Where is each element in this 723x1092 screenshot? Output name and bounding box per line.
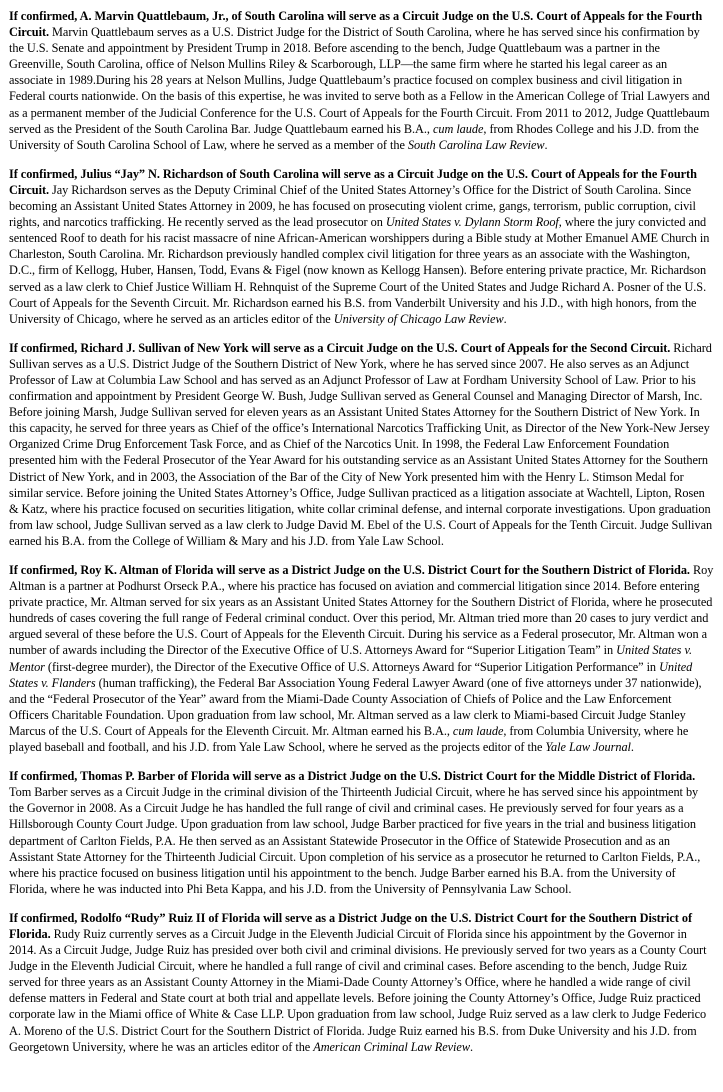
law-review-title: American Criminal Law Review xyxy=(313,1039,470,1054)
body-text: . xyxy=(503,311,507,326)
body-text: (human trafficking), the Federal Bar Association Young Federal Lawyer Award (one of five attorneys under 37 nationwide), and the “Federal Prosecutor of the Year” award from the Miami-Dade County Association of Chiefs of Police and the Law Enforcement Officers Charitable Foundation. Upon graduation from law school, Mr. Altman served as a law clerk to Miami-based Circuit Judge Stanley Marcus of the U.S. Court of Appeals for the Eleventh Circuit. Mr. Altman earned his B.A., xyxy=(9,675,702,738)
nominee-lead: If confirmed, A. Marvin Quattlebaum, Jr., of South Carolina will serve as a Circuit Judge on the U.S. Court of Appeals for the Fourth Circuit. xyxy=(9,9,703,40)
body-text: , from Rhodes College and his J.D. from the University of South Carolina School of Law, where he served as a member of the xyxy=(9,121,699,152)
nominee-lead: If confirmed, Richard J. Sullivan of New York will serve as a Circuit Judge on the U.S. Court of Appeals for the Second Circuit. xyxy=(9,340,671,355)
body-text: Jay Richardson serves as the Deputy Criminal Chief of the United States Attorney’s Office for the District of South Carolina. Since becoming an Assistant United States Attorney in 2009, he has focused on prosecuting violent crime, gangs, terrorism, public corruption, civil rights, and narcotics trafficking. He recently served as the lead prosecutor on xyxy=(9,182,696,230)
body-text: , where the jury convicted and sentenced Roof to death for his racist massacre of nine African-American worshippers during a Bible study at Mother Emanuel AME Church in Charleston, South Carolina. Mr. Richardson previously handled complex civil litigation for three years as an associate with the Washington, D.C., firm of Kellogg, Huber, Hansen, Todd, Evans & Figel (now known as Kellogg Hansen). Before entering private practice, Mr. Richardson served as a law clerk to Chief Justice William H. Rehnquist of the Supreme Court of the United States and Judge Richard A. Posner of the U.S. Court of Appeals for the Seventh Circuit. Mr. Richardson earned his B.S. from Vanderbilt University and his J.D., with high honors, from the University of Chicago, where he served as an articles editor of the xyxy=(9,215,710,326)
law-review-title: University of Chicago Law Review xyxy=(333,311,504,326)
law-review-title: Yale Law Journal xyxy=(545,740,631,755)
body-text: Marvin Quattlebaum serves as a U.S. District Judge for the District of South Carolina, where he has served since his confirmation by the U.S. Senate and appointment by President Trump in 2018. Before ascending to the bench, Judge Quattlebaum was a partner in the Greenville, South Carolina, office of Nelson Mullins Riley & Scarborough, LLP—the same firm where he started his legal career as an associate in 1989.During his 28 years at Nelson Mullins, Judge Quattlebaum’s practice focused on complex business and civil litigation in Federal courts nationwide. On the basis of this expertise, he was invited to serve both as a Fellow in the American College of Trial Lawyers and as a permanent member of the Judicial Conference for the U.S. Court of Appeals for the Fourth Circuit. From 2011 to 2012, Judge Quattlebaum served as the President of the South Carolina Bar. Judge Quattlebaum earned his B.A., xyxy=(9,25,710,136)
nominee-lead: If confirmed, Rodolfo “Rudy” Ruiz II of Florida will serve as a District Judge on the U.S. District Court for the Southern District of Florida. xyxy=(9,910,693,941)
case-name: United States v. Flanders xyxy=(9,659,693,690)
body-text: Tom Barber serves as a Circuit Judge in the criminal division of the Thirteenth Judicial Circuit, where he has served since his appointment by the Governor in 2008. As a Circuit Judge he has handled the full range of civil and criminal cases. He previously served for four years as a Hillsborough County Court Judge. Upon graduation from law school, Judge Barber practiced for five years in the trial and business litigation department of Carlton Fields, P.A. He then served as an Assistant Statewide Prosecutor in the Office of Statewide Prosecution and as an Assistant State Attorney for the Thirteenth Judicial Circuit. Upon completion of his service as a prosecutor he returned to Carlton Fields, P.A., where his practice focused on business litigation until his appointment to the bench. Judge Barber earned his B.A. from the University of Florida, where he was inducted into Phi Beta Kappa, and his J.D. from the University of Pennsylvania Law School. xyxy=(9,785,701,896)
nominee-paragraph-barber xyxy=(9,768,714,897)
body-text: . xyxy=(544,137,548,152)
body-text: Richard Sullivan serves as a U.S. District Judge of the Southern District of New York, where he has served since 2007. He also serves as an Adjunct Professor of Law at Columbia Law School and has served as an Adjunct Professor of Law at Fordham University School of Law. Prior to his confirmation and appointment by President George W. Bush, Judge Sullivan served as General Counsel and Managing Director of Marsh, Inc. Before joining Marsh, Judge Sullivan served for eleven years as an Assistant United States Attorney for the Southern District of New York. In this capacity, he served for three years as Chief of the office’s International Narcotics Trafficking Unit, as Director of the New York-New Jersey Organized Crime Drug Enforcement Task Force, and as Chief of the Narcotics Unit. In 1998, the Federal Law Enforcement Foundation presented him with the Federal Prosecutor of the Year Award for his outstanding service as an Assistant United States Attorney for the Southern District of New York, and in 2003, the Association of the Bar of the City of New York presented him with the Henry L. Stimson Medal for similar service. Before joining the United States Attorney’s Office, Judge Sullivan practiced as a litigation associate at Wachtell, Lipton, Rosen & Katz, where his practice focused on securities litigation, white collar criminal defense, and internal corporate investigations. Upon graduation from law school, Judge Sullivan served as a law clerk to Judge David M. Ebel of the U.S. Court of Appeals for the Tenth Circuit. Judge Sullivan earned his B.A. from the College of William & Mary and his J.D. from Yale Law School. xyxy=(9,340,713,548)
body-text: Roy Altman is a partner at Podhurst Orseck P.A., where his practice has focused on aviation and commercial litigation since 2014. Before entering private practice, Mr. Altman served for six years as an Assistant United States Attorney for the Southern District of Florida, where he prosecuted hundreds of cases covering the full range of Federal criminal conduct. Over this period, Mr. Altman tried more than 20 cases to jury verdict and argued several of these before the U.S. Court of Appeals for the Eleventh Circuit. During his service as a Federal prosecutor, Mr. Altman won a number of awards including the Director of the Executive Office of U.S. Attorneys Award for “Superior Litigation Team” in xyxy=(9,563,714,658)
body-text: , from Columbia University, where he played baseball and football, and his J.D. from Yale Law School, where he served as the projects editor of the xyxy=(9,723,689,755)
nominee-lead: If confirmed, Thomas P. Barber of Florida will serve as a District Judge on the U.S. District Court for the Middle District of Florida. xyxy=(9,769,696,784)
case-name: United States v. Mentor xyxy=(9,643,692,674)
body-text: (first-degree murder), the Director of the Executive Office of U.S. Attorneys Award for “Superior Litigation Performance” in xyxy=(44,659,660,674)
nominee-paragraph-altman xyxy=(9,562,714,755)
italic-text: cum laude xyxy=(452,723,504,738)
nominee-paragraph-sullivan xyxy=(9,340,714,549)
nominee-paragraph-ruiz xyxy=(9,910,714,1055)
nominee-lead: If confirmed, Julius “Jay” N. Richardson of South Carolina will serve as a Circuit Judge on the U.S. Court of Appeals for the Fourth Circuit. xyxy=(9,166,697,197)
case-name: United States v. Dylann Storm Roof xyxy=(385,215,559,230)
body-text: . xyxy=(630,740,634,755)
nominee-paragraph-richardson xyxy=(9,166,714,327)
law-review-title: South Carolina Law Review xyxy=(407,137,545,152)
body-text: Rudy Ruiz currently serves as a Circuit Judge in the Eleventh Judicial Circuit of Florida since his appointment by the Governor in 2014. As a Circuit Judge, Judge Ruiz has presided over both civil and criminal divisions. He previously served for two years as a County Court Judge in the Eleventh Judicial Circuit, where he handled a full range of civil and criminal cases. Before ascending to the bench, Judge Ruiz served for three years as an Assistant County Attorney in the Miami-Dade County Attorney’s Office, where he handled a wide range of civil defense matters in Federal and State court at both trial and appellate levels. Before joining the County Attorney’s Office, Judge Ruiz practiced corporate law in the Miami office of White & Case LLP. Upon graduation from law school, Judge Ruiz served as a law clerk to Judge Federico A. Moreno of the U.S. District Court for the Southern District of Florida. Judge Ruiz earned his B.S. from Duke University and his J.D. from Georgetown University, where he was an articles editor of the xyxy=(9,926,707,1054)
nominee-paragraph-quattlebaum xyxy=(9,8,714,153)
body-text: . xyxy=(469,1039,474,1054)
italic-text: cum laude xyxy=(432,121,484,136)
nominee-lead: If confirmed, Roy K. Altman of Florida will serve as a District Judge on the U.S. District Court for the Southern District of Florida. xyxy=(9,563,690,577)
